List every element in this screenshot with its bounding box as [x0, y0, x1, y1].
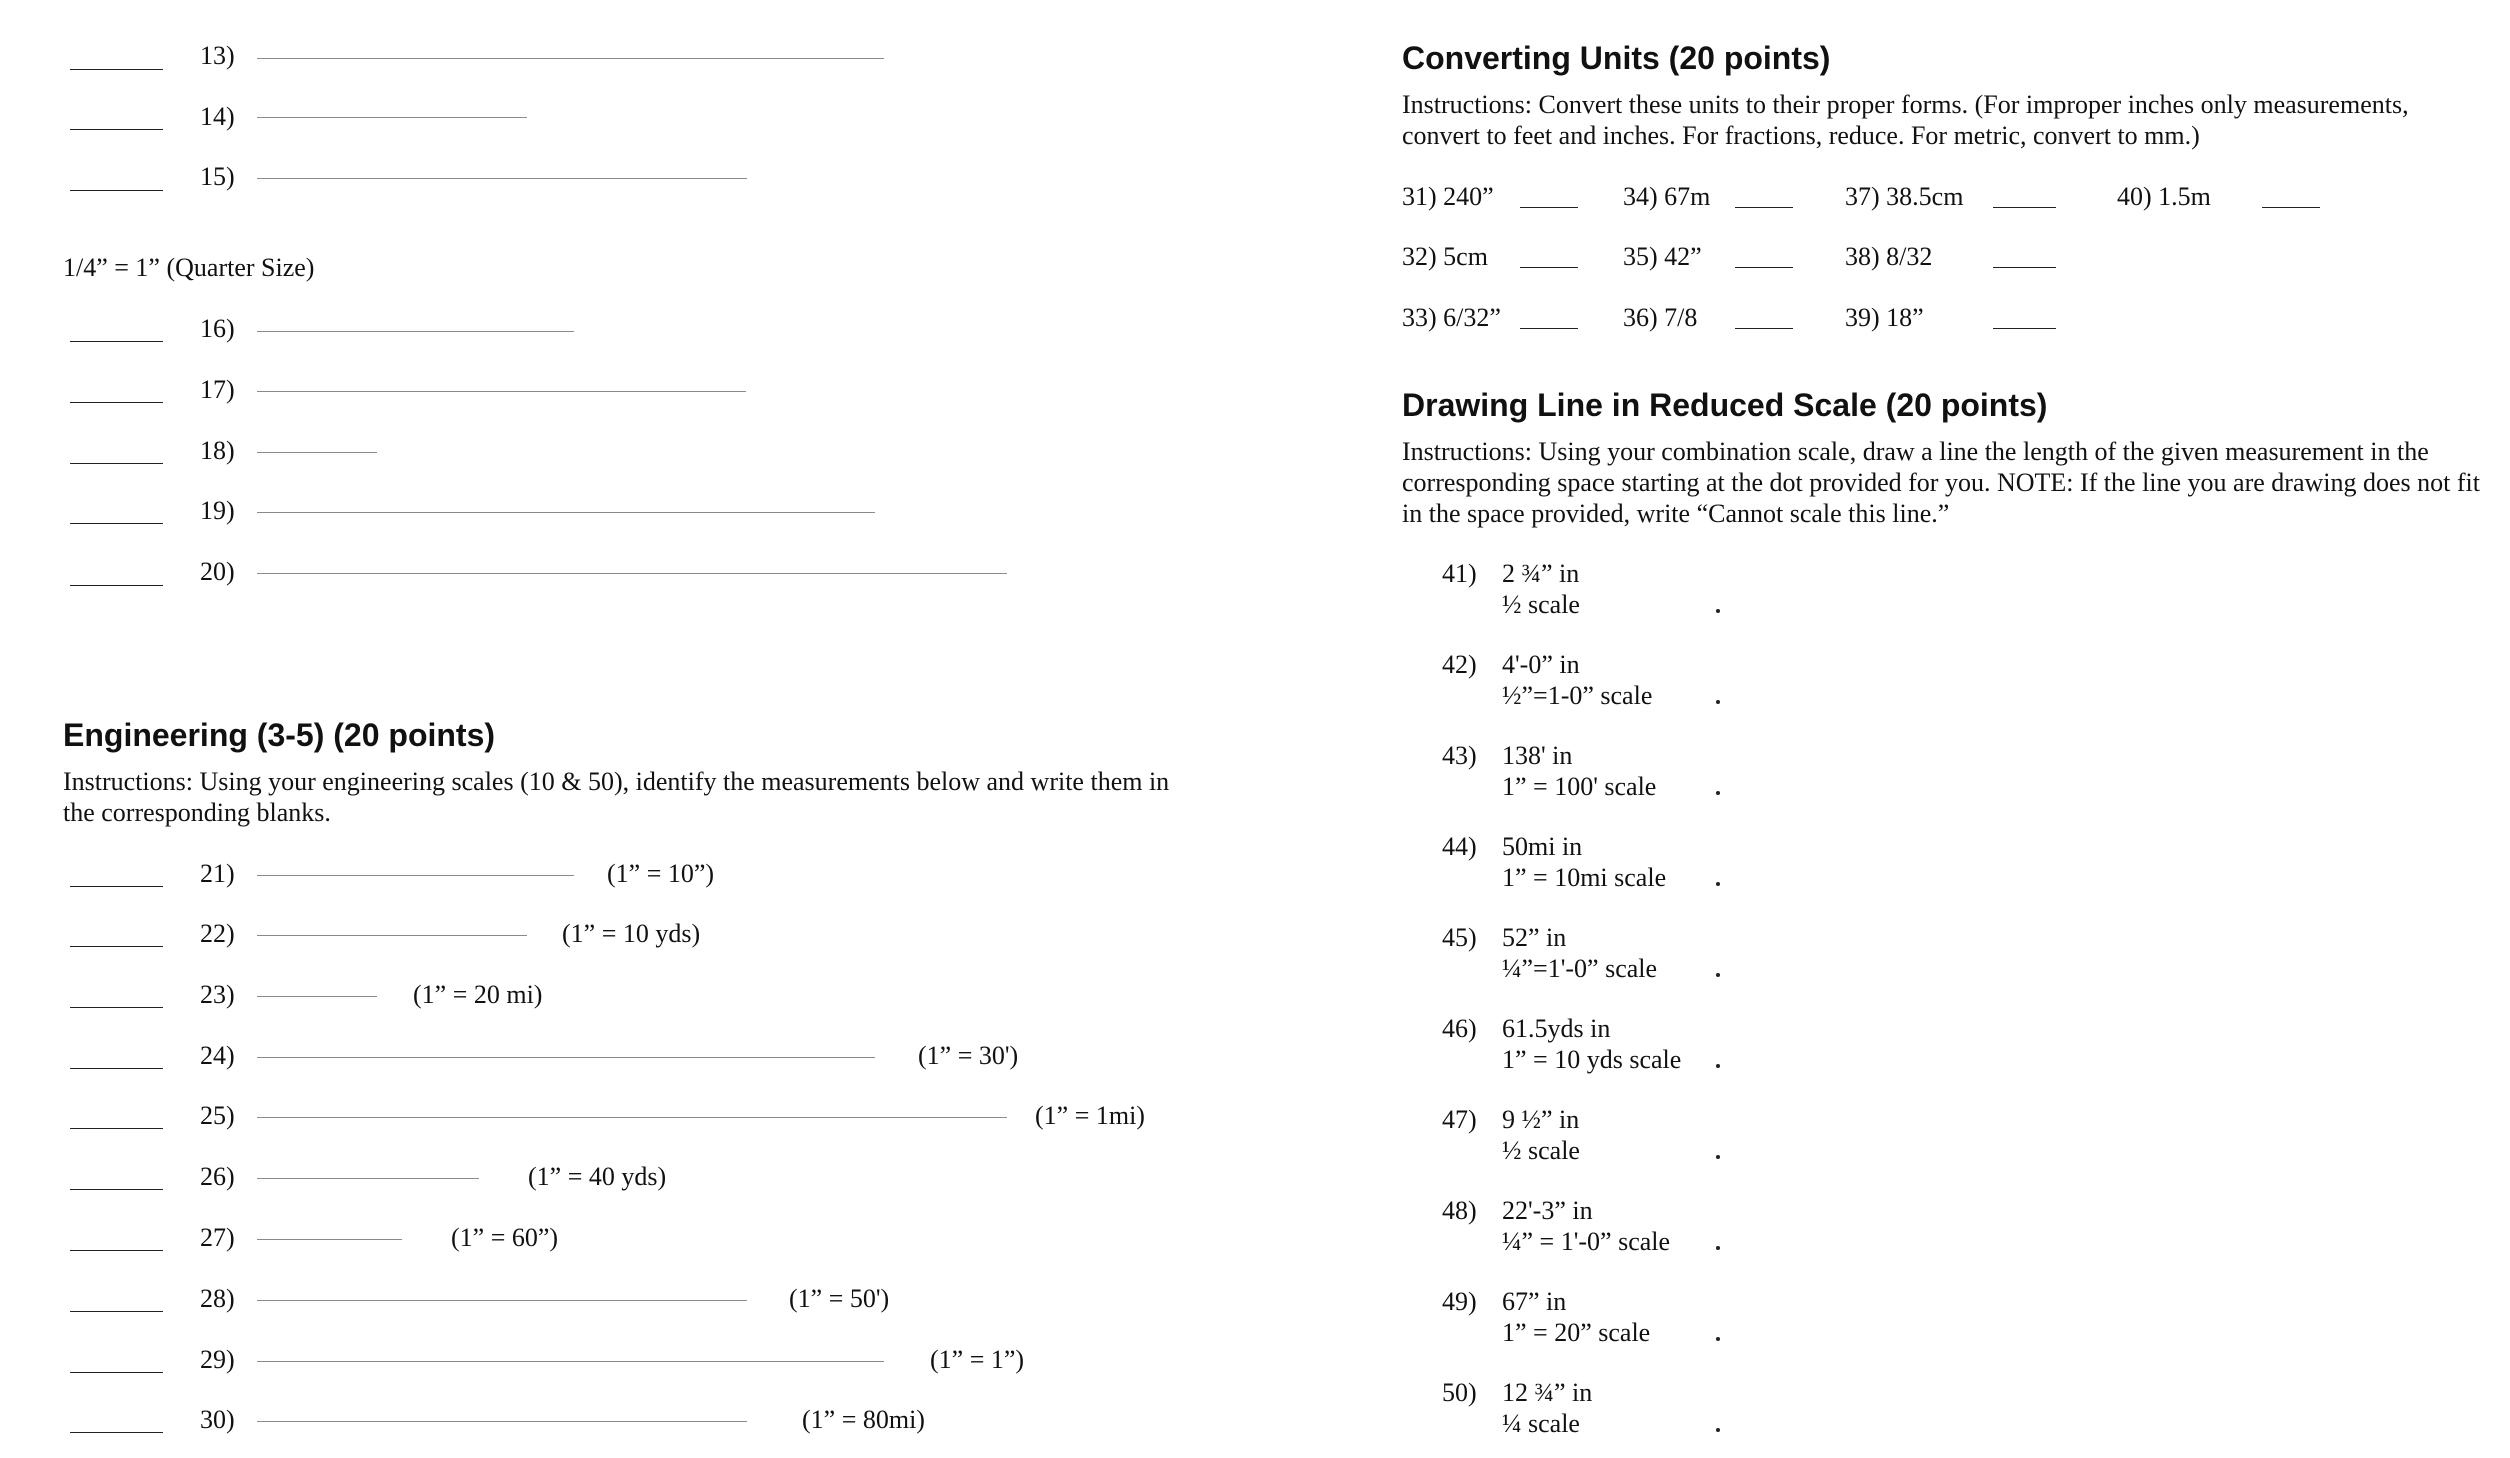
- convert-item: 33) 6/32”: [1402, 303, 1501, 332]
- scale-note: (1” = 10”): [607, 859, 715, 888]
- drawing-scale: ¼ scale: [1502, 1409, 1580, 1438]
- measure-line: [257, 1421, 747, 1422]
- answer-blank[interactable]: [70, 886, 163, 887]
- item-number: 22): [200, 919, 235, 948]
- measure-line: [257, 1361, 884, 1362]
- section-heading-drawing: Drawing Line in Reduced Scale (20 points): [1402, 387, 2048, 423]
- scale-note: (1” = 80mi): [802, 1405, 925, 1434]
- start-dot: [1716, 1246, 1720, 1250]
- item-number: 16): [200, 314, 235, 343]
- start-dot: [1716, 1064, 1720, 1068]
- item-number: 49): [1442, 1287, 1477, 1316]
- answer-blank[interactable]: [70, 1189, 163, 1190]
- item-number: 44): [1442, 832, 1477, 861]
- measure-line: [257, 117, 527, 118]
- scale-note: (1” = 50'): [789, 1284, 890, 1313]
- item-number: 29): [200, 1345, 235, 1374]
- answer-blank[interactable]: [1993, 267, 2056, 268]
- start-dot: [1716, 609, 1720, 613]
- item-number: 13): [200, 41, 235, 70]
- convert-item: 31) 240”: [1402, 182, 1494, 211]
- scale-note: (1” = 1”): [930, 1345, 1025, 1374]
- drawing-scale: 1” = 10mi scale: [1502, 863, 1667, 892]
- drawing-measure: 12 ¾” in: [1502, 1378, 1593, 1407]
- answer-blank[interactable]: [70, 463, 163, 464]
- answer-blank[interactable]: [1735, 328, 1793, 329]
- item-number: 19): [200, 496, 235, 525]
- drawing-measure: 52” in: [1502, 923, 1567, 952]
- item-number: 26): [200, 1162, 235, 1191]
- answer-blank[interactable]: [1735, 267, 1793, 268]
- measure-line: [257, 1300, 747, 1301]
- answer-blank[interactable]: [70, 129, 163, 130]
- measure-line: [257, 58, 884, 59]
- answer-blank[interactable]: [70, 1250, 163, 1251]
- scale-note: (1” = 60”): [451, 1223, 559, 1252]
- scale-note: (1” = 1mi): [1035, 1101, 1145, 1130]
- section-heading-converting: Converting Units (20 points): [1402, 40, 1831, 76]
- drawing-scale: 1” = 100' scale: [1502, 772, 1657, 801]
- answer-blank[interactable]: [2262, 207, 2320, 208]
- measure-line: [257, 1178, 479, 1179]
- convert-item: 37) 38.5cm: [1845, 182, 1964, 211]
- answer-blank[interactable]: [1520, 328, 1578, 329]
- measure-line: [257, 452, 377, 453]
- drawing-measure: 61.5yds in: [1502, 1014, 1611, 1043]
- measure-line: [257, 512, 875, 513]
- answer-blank[interactable]: [70, 1372, 163, 1373]
- item-number: 17): [200, 375, 235, 404]
- answer-blank[interactable]: [70, 1068, 163, 1069]
- item-number: 50): [1442, 1378, 1477, 1407]
- start-dot: [1716, 1428, 1720, 1432]
- drawing-scale: ½”=1-0” scale: [1502, 681, 1653, 710]
- start-dot: [1716, 1155, 1720, 1159]
- answer-blank[interactable]: [70, 1128, 163, 1129]
- start-dot: [1716, 791, 1720, 795]
- item-number: 46): [1442, 1014, 1477, 1043]
- start-dot: [1716, 882, 1720, 886]
- answer-blank[interactable]: [70, 341, 163, 342]
- answer-blank[interactable]: [1993, 207, 2056, 208]
- answer-blank[interactable]: [1993, 328, 2056, 329]
- item-number: 25): [200, 1101, 235, 1130]
- measure-line: [257, 1057, 875, 1058]
- convert-item: 36) 7/8: [1623, 303, 1698, 332]
- drawing-scale: ½ scale: [1502, 1136, 1580, 1165]
- measure-line: [257, 1239, 402, 1240]
- convert-item: 40) 1.5m: [2117, 182, 2211, 211]
- drawing-scale: ¼” = 1'-0” scale: [1502, 1227, 1671, 1256]
- item-number: 30): [200, 1405, 235, 1434]
- answer-blank[interactable]: [70, 946, 163, 947]
- measure-line: [257, 391, 746, 392]
- answer-blank[interactable]: [70, 69, 163, 70]
- drawing-scale: 1” = 20” scale: [1502, 1318, 1651, 1347]
- item-number: 42): [1442, 650, 1477, 679]
- drawing-scale: ¼”=1'-0” scale: [1502, 954, 1658, 983]
- scale-note: (1” = 40 yds): [528, 1162, 667, 1191]
- answer-blank[interactable]: [70, 585, 163, 586]
- answer-blank[interactable]: [1520, 207, 1578, 208]
- item-number: 28): [200, 1284, 235, 1313]
- drawing-measure: 4'-0” in: [1502, 650, 1580, 679]
- drawing-scale: ½ scale: [1502, 590, 1580, 619]
- item-number: 43): [1442, 741, 1477, 770]
- convert-item: 38) 8/32: [1845, 242, 1933, 271]
- measure-line: [257, 996, 377, 997]
- item-number: 15): [200, 162, 235, 191]
- start-dot: [1716, 700, 1720, 704]
- answer-blank[interactable]: [70, 523, 163, 524]
- drawing-measure: 2 ¾” in: [1502, 559, 1580, 588]
- measure-line: [257, 573, 1007, 574]
- answer-blank[interactable]: [1520, 267, 1578, 268]
- answer-blank[interactable]: [70, 1311, 163, 1312]
- drawing-scale: 1” = 10 yds scale: [1502, 1045, 1682, 1074]
- convert-item: 35) 42”: [1623, 242, 1702, 271]
- item-number: 24): [200, 1041, 235, 1070]
- item-number: 41): [1442, 559, 1477, 588]
- measure-line: [257, 178, 747, 179]
- convert-item: 39) 18”: [1845, 303, 1924, 332]
- section-heading-engineering: Engineering (3-5) (20 points): [63, 717, 496, 753]
- item-number: 23): [200, 980, 235, 1009]
- section-instructions-converting: Instructions: Convert these units to their proper forms. (For improper inches only measurements, convert to feet and inches. For fractions, reduce. For metric, convert to mm.): [1402, 90, 2409, 150]
- drawing-measure: 9 ½” in: [1502, 1105, 1580, 1134]
- measure-line: [257, 875, 574, 876]
- scale-note: (1” = 20 mi): [413, 980, 543, 1009]
- section-instructions-engineering: Instructions: Using your engineering scales (10 & 50), identify the measurements below and write them in the corresponding blanks.: [63, 767, 1170, 827]
- convert-item: 34) 67m: [1623, 182, 1711, 211]
- item-number: 21): [200, 859, 235, 888]
- measure-line: [257, 331, 574, 332]
- drawing-measure: 22'-3” in: [1502, 1196, 1593, 1225]
- start-dot: [1716, 973, 1720, 977]
- answer-blank[interactable]: [70, 190, 163, 191]
- item-number: 20): [200, 557, 235, 586]
- drawing-measure: 67” in: [1502, 1287, 1567, 1316]
- answer-blank[interactable]: [70, 1432, 163, 1433]
- answer-blank[interactable]: [70, 1007, 163, 1008]
- scale-label: 1/4” = 1” (Quarter Size): [63, 253, 315, 282]
- answer-blank[interactable]: [1735, 207, 1793, 208]
- item-number: 45): [1442, 923, 1477, 952]
- scale-note: (1” = 10 yds): [562, 919, 701, 948]
- item-number: 18): [200, 436, 235, 465]
- section-instructions-drawing: Instructions: Using your combination scale, draw a line the length of the given measurement in the corresponding space starting at the dot provided for you. NOTE: If the line you are drawing does not fit in the space provided, write “Cannot scale this line.”: [1402, 437, 2480, 528]
- convert-item: 32) 5cm: [1402, 242, 1488, 271]
- drawing-measure: 138' in: [1502, 741, 1573, 770]
- measure-line: [257, 1117, 1007, 1118]
- answer-blank[interactable]: [70, 402, 163, 403]
- item-number: 47): [1442, 1105, 1477, 1134]
- item-number: 48): [1442, 1196, 1477, 1225]
- measure-line: [257, 935, 527, 936]
- item-number: 27): [200, 1223, 235, 1252]
- drawing-measure: 50mi in: [1502, 832, 1583, 861]
- scale-note: (1” = 30'): [918, 1041, 1019, 1070]
- start-dot: [1716, 1337, 1720, 1341]
- item-number: 14): [200, 102, 235, 131]
